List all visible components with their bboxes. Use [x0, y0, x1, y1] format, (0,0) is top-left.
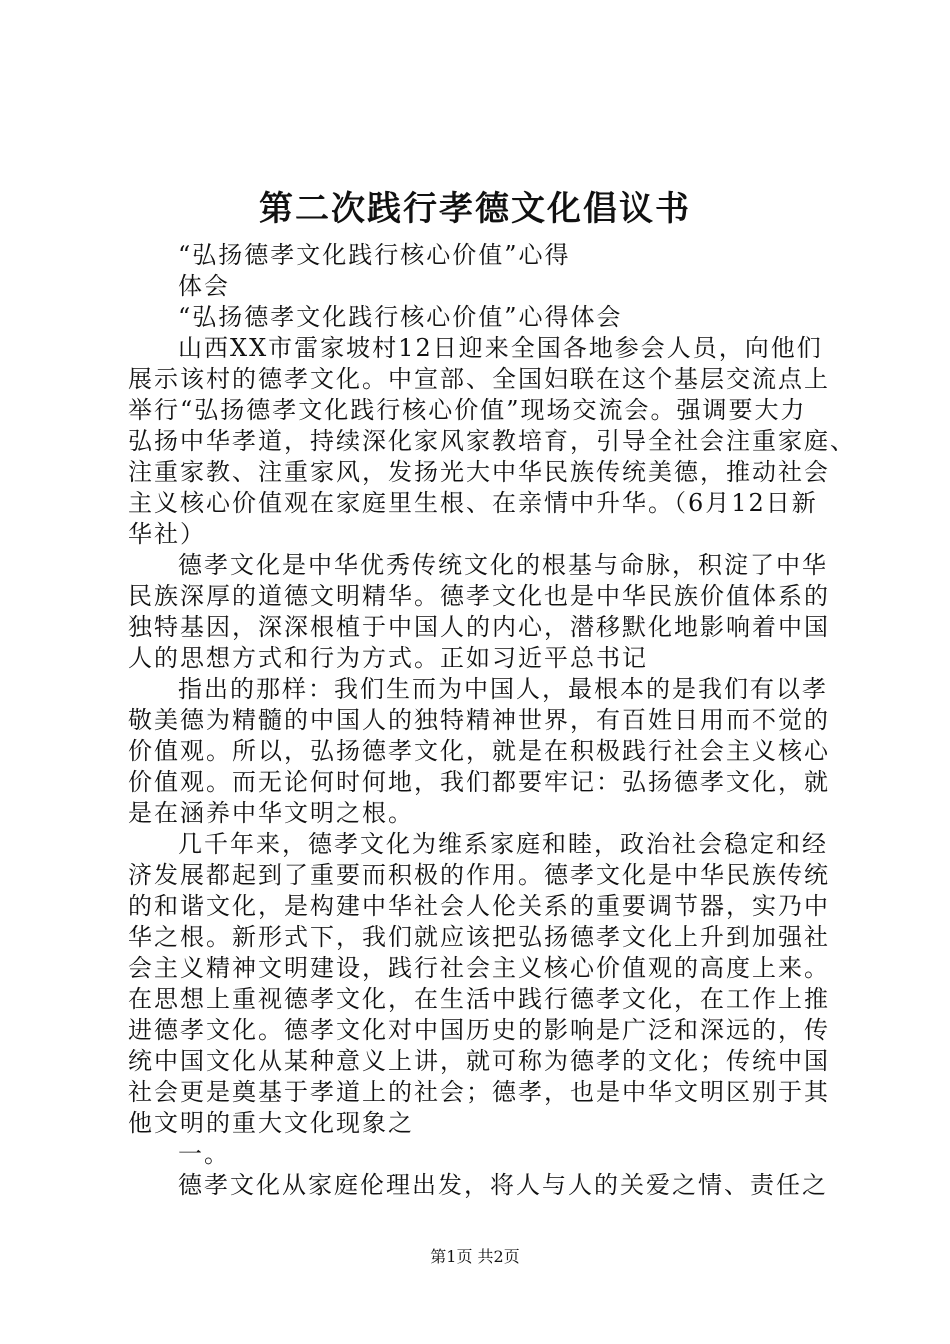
text-line: 华社） [128, 520, 206, 548]
text-line: 是在涵养中华文明之根。 [128, 799, 414, 827]
document-title: 第二次践行孝德文化倡议书 [259, 189, 691, 229]
text-line: 敬美德为精髓的中国人的独特精神世界，有百姓日用而不觉的 [128, 706, 830, 734]
text-line: 济发展都起到了重要而积极的作用。德孝文化是中华民族传统 [128, 861, 830, 889]
text-line: 在思想上重视德孝文化，在生活中践行德孝文化，在工作上推 [128, 985, 830, 1013]
text-line: 价值观。而无论何时何地，我们都要牢记：弘扬德孝文化，就 [128, 768, 830, 796]
text-line: 注重家教、注重家风，发扬光大中华民族传统美德，推动社会 [128, 458, 830, 486]
document-body [128, 240, 856, 1201]
text-line: 民族深厚的道德文明精华。德孝文化也是中华民族价值体系的 [128, 582, 830, 610]
text-line: 他文明的重大文化现象之 [128, 1109, 414, 1137]
text-line: 一。 [178, 1140, 230, 1168]
text-line: 体会 [178, 272, 230, 300]
text-line: 弘扬中华孝道，持续深化家风家教培育，引导全社会注重家庭、 [128, 427, 856, 455]
text-line: “弘扬德孝文化践行核心价值”心得体会 [178, 303, 623, 331]
text-line: 的和谐文化，是构建中华社会人伦关系的重要调节器，实乃中 [128, 892, 830, 920]
text-line: “弘扬德孝文化践行核心价值”心得 [178, 241, 571, 269]
text-line: 统中国文化从某种意义上讲，就可称为德孝的文化；传统中国 [128, 1047, 830, 1075]
text-line: 进德孝文化。德孝文化对中国历史的影响是广泛和深远的，传 [128, 1016, 830, 1044]
text-line: 展示该村的德孝文化。中宣部、全国妇联在这个基层交流点上 [128, 365, 830, 393]
text-line: 举行“弘扬德孝文化践行核心价值”现场交流会。强调要大力 [128, 396, 807, 424]
text-line: 几千年来，德孝文化为维系家庭和睦，政治社会稳定和经 [178, 830, 828, 858]
text-line: 德孝文化是中华优秀传统文化的根基与命脉，积淀了中华 [178, 551, 828, 579]
text-line: 人的思想方式和行为方式。正如习近平总书记 [128, 644, 648, 672]
text-line: 价值观。所以，弘扬德孝文化，就是在积极践行社会主义核心 [128, 737, 830, 765]
text-line: 主义核心价值观在家庭里生根、在亲情中升华。（6月12日新 [128, 489, 818, 517]
text-line: 会主义精神文明建设，践行社会主义核心价值观的高度上来。 [128, 954, 830, 982]
text-line: 德孝文化从家庭伦理出发，将人与人的关爱之情、责任之 [178, 1171, 828, 1199]
text-line: 独特基因，深深根植于中国人的内心，潜移默化地影响着中国 [128, 613, 830, 641]
text-line: 山西XX市雷家坡村12日迎来全国各地参会人员，向他们 [178, 334, 823, 362]
text-line: 华之根。新形式下，我们就应该把弘扬德孝文化上升到加强社 [128, 923, 830, 951]
text-line: 社会更是奠基于孝道上的社会；德孝，也是中华文明区别于其 [128, 1078, 830, 1106]
page-footer: 第1页 共2页 [430, 1247, 520, 1266]
text-line: 指出的那样：我们生而为中国人，最根本的是我们有以孝 [178, 675, 828, 703]
